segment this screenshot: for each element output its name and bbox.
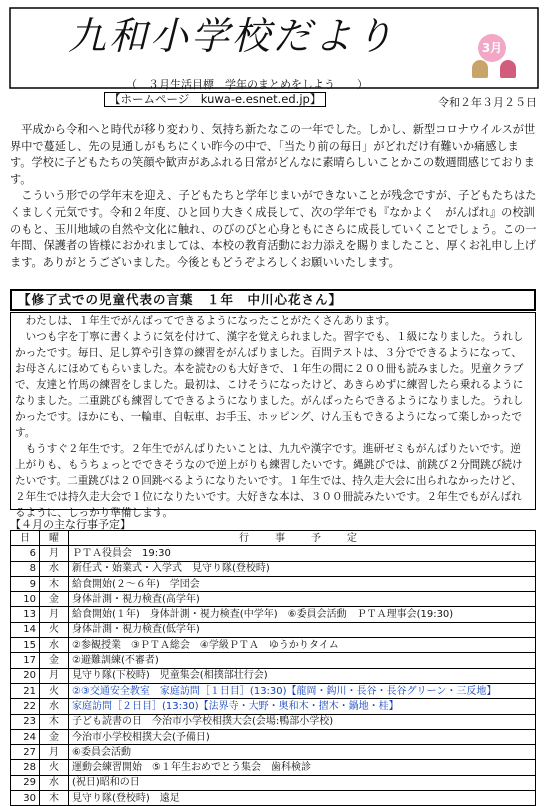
event-day: 24 — [11, 729, 40, 744]
event-day: 30 — [11, 791, 40, 806]
event-weekday: 金 — [40, 729, 69, 744]
event-weekday: 水 — [40, 638, 69, 653]
speech-paragraph: わたしは、１年生でがんばってできるようになったことがたくさんあります。 — [25, 315, 396, 327]
event-day: 21 — [11, 683, 40, 698]
table-row — [11, 592, 536, 607]
table-row — [11, 745, 536, 760]
table-row — [11, 607, 536, 622]
newsletter-title: 九和小学校だより — [68, 14, 397, 58]
event-weekday: 水 — [40, 561, 69, 576]
header-day: 日 — [11, 531, 40, 546]
event-weekday: 火 — [40, 683, 69, 698]
header-weekday: 曜 — [40, 531, 69, 546]
event-day: 13 — [11, 607, 40, 622]
doll-right-icon — [500, 60, 516, 78]
event-day: 8 — [11, 561, 40, 576]
event-day: 10 — [11, 592, 40, 607]
event-description: ⑥委員会活動 — [69, 745, 536, 760]
event-day: 9 — [11, 576, 40, 591]
event-day: 27 — [11, 745, 40, 760]
event-description: 家庭訪問［２日目］(13:30)【法界寺・大野・奥和木・摺木・鍋地・桂】 — [69, 699, 536, 714]
event-day: 20 — [11, 668, 40, 683]
event-weekday: 水 — [40, 775, 69, 790]
event-description: ②③交通安全教室 家庭訪問［１日目］(13:30)【龍岡・鈎川・長谷・長谷グリーン・三反地】 — [69, 683, 536, 698]
header-event: 行 事 予 定 — [69, 531, 536, 546]
event-description: 子ども読書の日 今治市小学校相撲大会(会場:鴨部小学校) — [69, 714, 536, 729]
intro-paragraph: 平成から令和へと時代が移り変わり、気持ち新たなこの一年でした。しかし、新型コロナウイルスが世界中で蔓延し、先の見通しがもちにくい昨今の中で、「当たり前の毎日」がどれだけ有難いか痛感します。学校に子どもたちの笑顔や歓声があふれる日常がどんなに素晴らしいことかこの数週間感じております。 — [10, 123, 536, 186]
table-row — [11, 546, 536, 561]
event-weekday: 火 — [40, 622, 69, 637]
event-weekday: 月 — [40, 668, 69, 683]
table-row — [11, 714, 536, 729]
event-description: 見守り隊(下校時) 児童集会(相撲部壮行会) — [69, 668, 536, 683]
event-description: ②避難訓練(不審者) — [69, 653, 536, 668]
event-description: 給食開始(１年) 身体計測・視力検査(中学年) ⑥委員会活動 ＰＴＡ理事会(19:30) — [69, 607, 536, 622]
intro-paragraph: こういう形での学年末を迎え、子どもたちと学年じまいができないことが残念ですが、子どもたちはたくましく元気です。令和２年度、ひと回り大きく成長して、次の学年でも『なかよく がんばれ』の校訓のもと、玉川地域の自然や文化に触れ、のびのびと心身ともにさらに成長していくことでしょう。この一年間、保護者の皆様におかれましては、本校の教育活動にお力添えを賜りましたこと、厚くお礼申し上げます。ありがとうございました。今後ともどうぞよろしくお願いいたします。 — [10, 189, 537, 269]
table-row — [11, 791, 536, 806]
table-row — [11, 775, 536, 790]
table-row — [11, 638, 536, 653]
table-row — [11, 653, 536, 668]
event-description: 今治市小学校相撲大会(予備日) — [69, 729, 536, 744]
intro-text — [10, 122, 538, 271]
event-description: 運動会練習開始 ⑤１年生おめでとう集会 歯科検診 — [69, 760, 536, 775]
event-weekday: 金 — [40, 653, 69, 668]
event-day: 22 — [11, 699, 40, 714]
event-description: 新任式・始業式・入学式 見守り隊(登校時) — [69, 561, 536, 576]
table-row — [11, 576, 536, 591]
event-weekday: 木 — [40, 791, 69, 806]
event-weekday: 木 — [40, 576, 69, 591]
event-day: 17 — [11, 653, 40, 668]
event-weekday: 月 — [40, 546, 69, 561]
event-day: 6 — [11, 546, 40, 561]
table-row — [11, 668, 536, 683]
month-badge-label: 3月 — [478, 34, 506, 62]
student-speech-box — [10, 312, 536, 519]
speech-paragraph: いつも字を丁寧に書くように気を付けて、漢字を覚えられました。習字でも、１級になりました。うれしかったです。毎日、足し算や引き算の練習をがんばりました。百問テストは、３分でできるようになって、お母さんにほめてもらいました。本を読むのも大好きで、１年生の間に２００冊も読みました。児童クラブで、友達と竹馬の練習をしました。最初は、こけそうになったけど、あきらめずに練習したら乗れるようになりました。二重跳びも練習してできるようになりました。がんばったらできるようになりました。うれしかったです。ほかにも、一輪車、自転車、お手玉、ホッピング、けん玉もできるようになって楽しかったです。 — [15, 331, 524, 439]
events-table — [10, 530, 536, 806]
events-title: 【４月の主な行事予定】 — [10, 518, 131, 531]
event-day: 29 — [11, 775, 40, 790]
event-description: 身体計測・視力検査(高学年) — [69, 592, 536, 607]
table-row — [11, 622, 536, 637]
speech-paragraph: もうすぐ２年生です。２年生でがんばりたいことは、九九や漢字です。進研ゼミもがんばりたいです。逆上がりも、もうちょっとでできそうなので逆上がりも練習したいです。縄跳びでは、前跳び２分間跳び続けたいです。二重跳びは２０回跳べるようになりたいです。１年生では、持久走大会に出られなかったけど、２年生では持久走大会で１位になりたいです。大好きな本は、３００冊読みたいです。２年生でもがんばれるように、しっかり準備します。 — [15, 443, 523, 519]
event-weekday: 火 — [40, 760, 69, 775]
event-day: 15 — [11, 638, 40, 653]
event-description: ②参観授業 ③ＰＴＡ総会 ④学級ＰＴＡ ゆうかりタイム — [69, 638, 536, 653]
table-row — [11, 683, 536, 698]
event-description: (祝日)昭和の日 — [69, 775, 536, 790]
event-description: 見守り隊(登校時) 遠足 — [69, 791, 536, 806]
doll-left-icon — [472, 60, 488, 78]
event-weekday: 月 — [40, 745, 69, 760]
table-row — [11, 760, 536, 775]
event-weekday: 月 — [40, 607, 69, 622]
monthly-goal: （ ３月生活目標 学年のまとめをしよう ） — [126, 78, 368, 91]
event-day: 23 — [11, 714, 40, 729]
homepage-link[interactable]: 【ホームページ kuwa-e.esnet.ed.jp】 — [104, 92, 326, 107]
header — [8, 6, 542, 109]
march-hina-doll-icon — [470, 32, 516, 78]
event-day: 14 — [11, 622, 40, 637]
event-weekday: 金 — [40, 592, 69, 607]
speech-heading: 【修了式での児童代表の言葉 １年 中川心花さん】 — [10, 289, 536, 311]
event-description: ＰＴＡ役員会 19:30 — [69, 546, 536, 561]
event-description: 給食開始(２～６年) 学団会 — [69, 576, 536, 591]
table-row — [11, 561, 536, 576]
event-day: 28 — [11, 760, 40, 775]
event-description: 身体計測・視力検査(低学年) — [69, 622, 536, 637]
event-weekday: 木 — [40, 714, 69, 729]
table-row — [11, 699, 536, 714]
event-weekday: 水 — [40, 699, 69, 714]
table-row — [11, 729, 536, 744]
events-header-row — [11, 531, 536, 546]
issue-date: 令和２年３月２５日 — [438, 96, 537, 109]
